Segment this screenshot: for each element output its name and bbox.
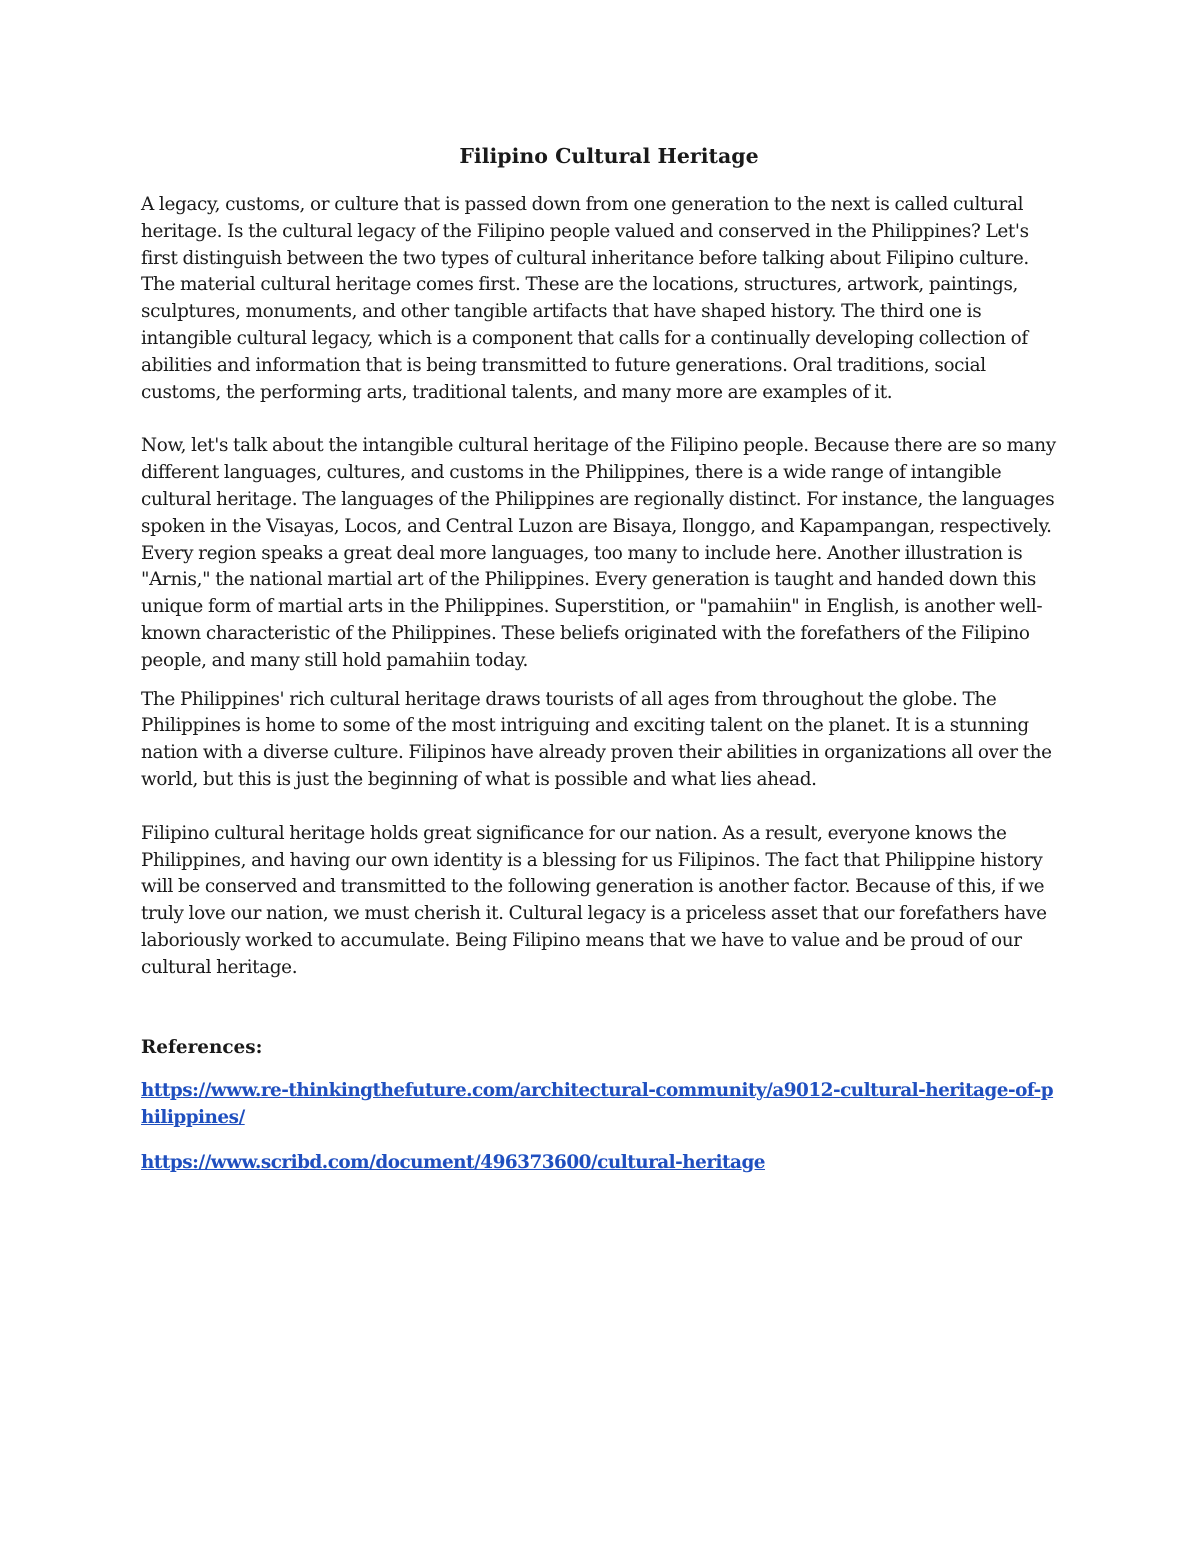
paragraph-significance: Filipino cultural heritage holds great significance for our nation. As a result, everyone knows the Philippines, and having our own identity is a blessing for us Filipinos. The fact that Philippine history will be conserved and transmitted to the following generation is another factor. Because of this, if we truly love our nation, we must cherish it. Cultural legacy is a priceless asset that our forefathers have laboriously worked to accumulate. Being Filipino means that we have to value and be proud of our cultural heritage. <box>141 822 1047 978</box>
paragraph-spacer <box>141 675 1063 687</box>
document-page <box>141 140 1063 1177</box>
reference-link-scribd[interactable]: https://www.scribd.com/document/496373600/cultural-heritage <box>141 1151 766 1173</box>
paragraph-intro: A legacy, customs, or culture that is passed down from one generation to the next is called cultural heritage. Is the cultural legacy of the Filipino people valued and conserved in the Philippines? Let's first distinguish between the two types of cultural inheritance before talking about Filipino culture. The material cultural heritage comes first. These are the locations, structures, artwork, paintings, sculptures, monuments, and other tangible artifacts that have shaped history. The third one is intangible cultural legacy, which is a component that calls for a continually developing collection of abilities and information that is being transmitted to future generations. Oral traditions, social customs, the performing arts, traditional talents, and many more are examples of it. <box>141 194 1029 403</box>
document-title: Filipino Cultural Heritage <box>459 144 759 168</box>
reference-spacer <box>141 1132 1063 1150</box>
reference-link-rethinkingthefuture[interactable]: https://www.re-thinkingthefuture.com/architectural-community/a9012-cultural-heritage-of-philippines/ <box>141 1080 1054 1129</box>
references-spacer <box>141 982 1063 1035</box>
references-heading: References: <box>141 1036 263 1058</box>
paragraph-intangible-heritage: Now, let's talk about the intangible cultural heritage of the Filipino people. Because there are so many different languages, cultures, and customs in the Philippines, there is a wide range of intangible cultural heritage. The languages of the Philippines are regionally distinct. For instance, the languages spoken in the Visayas, Locos, and Central Luzon are Bisaya, Ilonggo, and Kapampangan, respectively. Every region speaks a great deal more languages, too many to include here. Another illustration is "Arnis," the national martial art of the Philippines. Every generation is taught and handed down this unique form of martial arts in the Philippines. Superstition, or "pamahiin" in English, is another well-known characteristic of the Philippines. These beliefs originated with the forefathers of the Filipino people, and many still hold pamahiin today. <box>141 435 1056 671</box>
paragraph-tourism: The Philippines' rich cultural heritage draws tourists of all ages from throughout the globe. The Philippines is home to some of the most intriguing and exciting talent on the planet. It is a stunning nation with a diverse culture. Filipinos have already proven their abilities in organizations all over the world, but this is just the beginning of what is possible and what lies ahead. <box>141 688 1052 790</box>
paragraph-spacer <box>141 794 1063 821</box>
paragraph-spacer <box>141 406 1063 433</box>
